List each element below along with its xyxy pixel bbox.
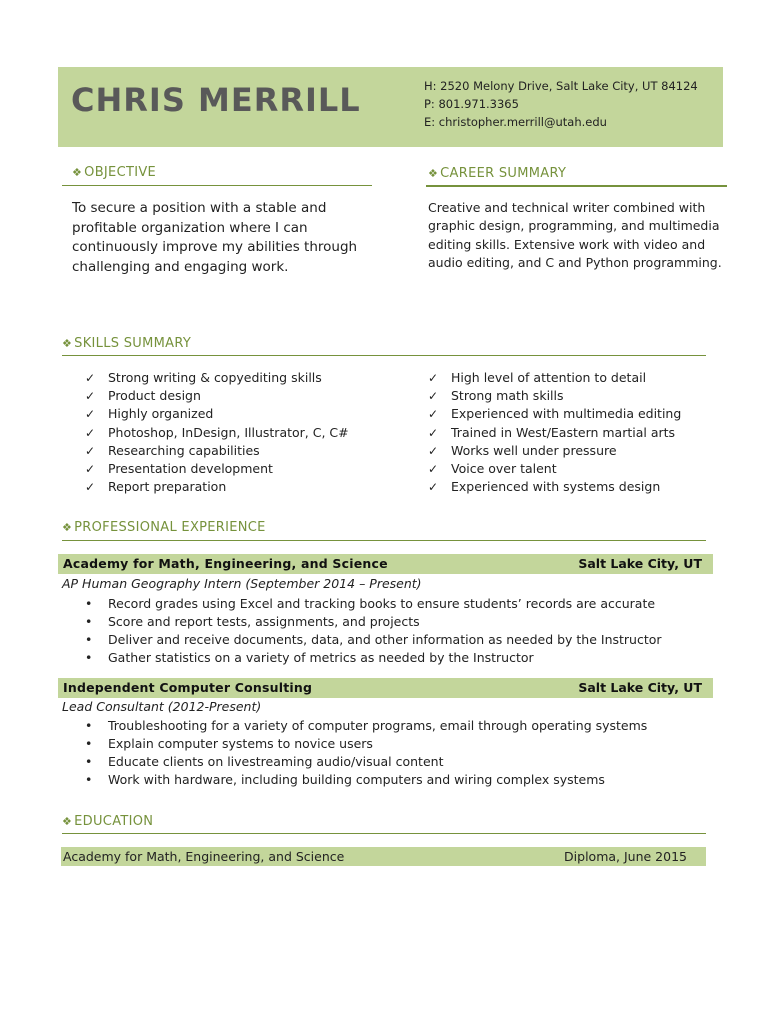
education-divider	[62, 833, 706, 834]
skills-list-right	[428, 369, 681, 496]
bullet-icon: •	[85, 632, 93, 648]
skill-item: ✓ Experienced with multimedia editing	[428, 405, 681, 423]
skill-item: ✓ Voice over talent	[428, 460, 681, 478]
diamond-icon: ❖	[62, 815, 73, 828]
objective-heading	[72, 165, 156, 180]
skill-item: ✓ Highly organized	[85, 405, 349, 423]
candidate-name: CHRIS MERRILL	[71, 81, 361, 119]
bullet-icon: •	[85, 596, 93, 611]
list-item: • Troubleshooting for a variety of computer programs, email through operating systems	[85, 717, 647, 735]
skill-item: ✓ Researching capabilities	[85, 442, 349, 460]
skill-item: ✓ Strong math skills	[428, 387, 681, 405]
check-icon: ✓	[85, 371, 96, 385]
phone-number: P: 801.971.3365	[424, 97, 519, 111]
job-location: Salt Lake City, UT	[578, 556, 702, 571]
check-icon: ✓	[428, 443, 439, 458]
skills-heading	[62, 336, 191, 351]
objective-text: To secure a position with a stable and profitable organization where I can continuously improve my abilities through challenging and engaging work.	[72, 200, 358, 275]
school-name: Academy for Math, Engineering, and Science	[63, 849, 345, 864]
skill-item: ✓ High level of attention to detail	[428, 369, 681, 387]
email-address: E: christopher.merrill@utah.edu	[424, 115, 607, 129]
diamond-icon: ❖	[428, 167, 439, 180]
list-item: • Explain computer systems to novice users	[85, 735, 647, 753]
diamond-icon: ❖	[62, 521, 73, 534]
check-icon: ✓	[428, 371, 439, 385]
skills-divider	[62, 355, 706, 356]
career-heading	[428, 166, 566, 181]
bullet-icon: •	[85, 718, 93, 733]
skill-item: ✓ Experienced with systems design	[428, 478, 681, 496]
skills-title: SKILLS SUMMARY	[74, 336, 192, 351]
job-location: Salt Lake City, UT	[578, 680, 702, 695]
bullet-icon: •	[85, 772, 93, 788]
skills-list-left	[85, 369, 349, 496]
check-icon: ✓	[428, 425, 439, 440]
bullet-icon: •	[85, 754, 93, 770]
education-row	[61, 847, 706, 866]
home-address: H: 2520 Melony Drive, Salt Lake City, UT 84124	[424, 79, 698, 93]
check-icon: ✓	[85, 407, 96, 422]
company-name: Academy for Math, Engineering, and Science	[63, 556, 388, 571]
company-name: Independent Computer Consulting	[63, 680, 313, 695]
skill-item: ✓ Photoshop, InDesign, Illustrator, C, C#	[85, 424, 349, 442]
diamond-icon: ❖	[62, 337, 73, 350]
experience-divider	[62, 540, 706, 541]
check-icon: ✓	[85, 425, 96, 440]
check-icon: ✓	[428, 389, 439, 404]
job-role: AP Human Geography Intern (September 2014 – Present)	[62, 576, 422, 591]
check-icon: ✓	[428, 480, 439, 495]
contact-block	[424, 77, 698, 131]
check-icon: ✓	[428, 462, 439, 477]
diamond-icon: ❖	[72, 166, 83, 179]
career-divider	[426, 185, 727, 187]
skill-item: ✓ Presentation development	[85, 460, 349, 478]
experience-heading	[62, 520, 266, 535]
header-band	[58, 67, 723, 147]
list-item: • Gather statistics on a variety of metrics as needed by the Instructor	[85, 649, 662, 667]
list-item: • Record grades using Excel and tracking books to ensure students’ records are accurate	[85, 595, 662, 613]
education-heading	[62, 814, 153, 829]
check-icon: ✓	[428, 407, 439, 422]
skill-item: ✓ Trained in West/Eastern martial arts	[428, 424, 681, 442]
list-item: • Score and report tests, assignments, and projects	[85, 613, 662, 631]
education-title: EDUCATION	[74, 814, 154, 829]
job-header	[58, 554, 713, 574]
bullet-icon: •	[85, 614, 93, 630]
job-role: Lead Consultant (2012-Present)	[62, 699, 262, 714]
check-icon: ✓	[85, 389, 96, 404]
experience-title: PROFESSIONAL EXPERIENCE	[74, 520, 266, 535]
objective-title: OBJECTIVE	[84, 165, 157, 180]
skill-item: ✓ Strong writing & copyediting skills	[85, 369, 349, 387]
job-header	[58, 678, 713, 698]
job-duties	[85, 595, 662, 667]
objective-divider	[62, 185, 372, 186]
bullet-icon: •	[85, 736, 93, 752]
job-duties	[85, 717, 647, 789]
check-icon: ✓	[85, 443, 96, 458]
skill-item: ✓ Works well under pressure	[428, 442, 681, 460]
check-icon: ✓	[85, 462, 96, 477]
career-title: CAREER SUMMARY	[440, 166, 567, 181]
list-item: • Work with hardware, including building computers and wiring complex systems	[85, 771, 647, 789]
career-text: Creative and technical writer combined with graphic design, programming, and multimedia editing skills. Extensive work with video and audio editing, and C and Python programming.	[428, 200, 722, 270]
check-icon: ✓	[85, 480, 96, 495]
list-item: • Educate clients on livestreaming audio/visual content	[85, 753, 647, 771]
skill-item: ✓ Product design	[85, 387, 349, 405]
diploma-date: Diploma, June 2015	[564, 849, 687, 864]
skill-item: ✓ Report preparation	[85, 478, 349, 496]
list-item: • Deliver and receive documents, data, and other information as needed by the Instructor	[85, 631, 662, 649]
bullet-icon: •	[85, 650, 93, 666]
